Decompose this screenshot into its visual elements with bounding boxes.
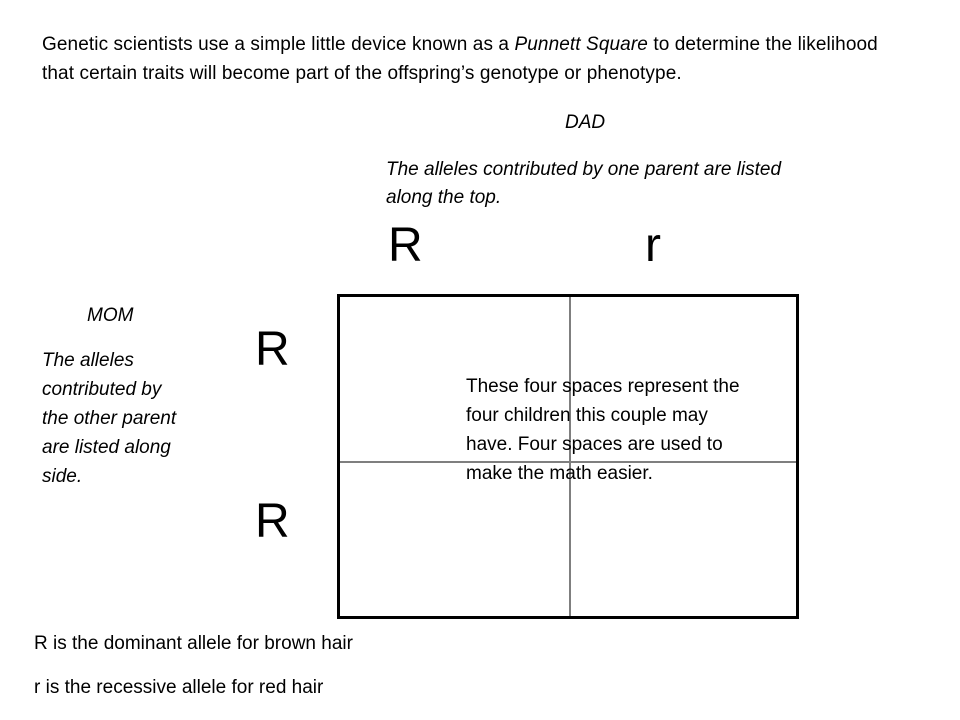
legend-recessive: r is the recessive allele for red hair: [34, 677, 324, 698]
mom-allele-1: R: [255, 323, 290, 376]
dad-label: DAD: [565, 112, 606, 133]
intro-text-end: to determine the likelihood that certain traits will become part of the offspring’s genotype or phenotype.: [42, 34, 878, 84]
intro-text-start: Genetic scientists use a simple little device known as a: [42, 34, 515, 55]
mom-allele-2: R: [255, 495, 290, 548]
mom-label: MOM: [87, 305, 134, 326]
dad-allele-1: R: [388, 219, 423, 272]
legend-dominant: R is the dominant allele for brown hair: [34, 633, 353, 654]
mom-note: The alleles contributed by the other parent are listed along side.: [42, 350, 177, 487]
square-note: These four spaces represent the four children this couple may have. Four spaces are used to make the math easier.: [466, 376, 740, 484]
intro-emphasis: Punnett Square: [514, 34, 648, 55]
dad-note: The alleles contributed by one parent are listed along the top.: [386, 159, 782, 208]
intro-paragraph: [42, 30, 882, 88]
dad-allele-2: r: [645, 219, 661, 272]
